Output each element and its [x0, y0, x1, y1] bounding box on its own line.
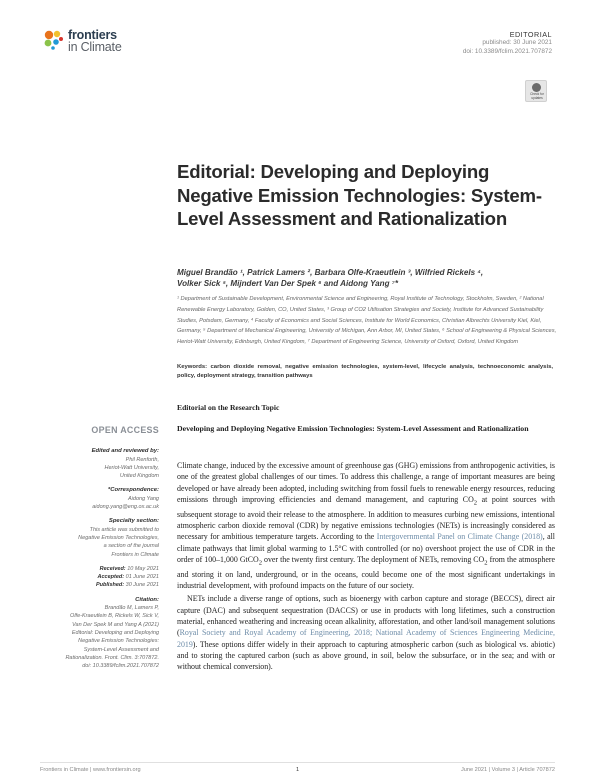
- article-type: EDITORIAL: [509, 30, 552, 39]
- footer-volume-info: June 2021 | Volume 3 | Article 707872: [460, 767, 555, 773]
- citation-doi[interactable]: doi: 10.3389/fclim.2021.707872: [82, 663, 159, 670]
- article-dates: [40, 565, 159, 590]
- journal-logo[interactable]: [40, 24, 180, 64]
- published-date-sidebar: Published: 30 June 2021: [96, 582, 159, 589]
- correspondence-email[interactable]: aidong.yang@eng.ox.ac.uk: [92, 504, 159, 511]
- page-number: 1: [296, 767, 300, 773]
- body-paragraph: NETs include a diverse range of options, such as bioenergy with carbon capture and storage (BECCS), direct air capture (DAC) and subsequent sequestration (DACCS) or use in products with long lifetimes, such a construction material, enhanced weathering and increasing ocean alkalinity, afforestation, and other land/soil management solutions (Royal Society and Royal Academy of Engineering, 2018; National Academy of Sciences Engineering Medicine, 2019). These options differ widely in their approach to capturing atmospheric carbon (such as biological vs. abiotic) and to storing the captured carbon (such as above ground, in soil, below the subsurface, or in the sea; and with or without chemical conversion).: [177, 594, 555, 672]
- authors-line: Miguel Brandão ¹, Patrick Lamers ², Barbara Olfe-Kraeutlein ³, Wilfried Rickels ⁴,: [177, 268, 484, 277]
- updates-label: Check for updates: [530, 92, 544, 100]
- article-doi[interactable]: doi: 10.3389/fclim.2021.707872: [462, 47, 552, 55]
- correspondence-label: *Correspondence:: [107, 487, 159, 494]
- received-date: Received: 10 May 2021: [99, 565, 159, 572]
- footer-journal-link[interactable]: Frontiers in Climate | www.frontiersin.org: [40, 767, 141, 773]
- published-date: published: 30 June 2021: [482, 39, 552, 47]
- accepted-date: Accepted: 01 June 2021: [97, 574, 159, 581]
- affiliations: ¹ Department of Sustainable Development, Environmental Science and Engineering, Royal Institute of Technology, Stockholm, Sweden, ² National Renewable Energy Laboratory, Golden, CO, United States, ³ Group of CO2 Utilisation Strategies and Society, Institute for Advanced Sustainability Studies, Potsdam, Germany, ⁴ Faculty of Economics and Social Sciences, Institute for World Economics, Christian Albrechts University Kiel, Kiel, Germany, ⁵ Department of Mechanical Engineering, University of Michigan, Ann Arbor, MI, United States, ⁶ School of Engineering & Physical Sciences, Heriot-Watt University, Edinburgh, United Kingdom, ⁷ Department of Engineering Science, University of Oxford, Oxford, United Kingdom: [177, 296, 557, 346]
- citation-label: Citation:: [135, 596, 159, 603]
- article-sidebar: OPEN ACCESS Edited and reviewed by: Phil Renforth, Heriot-Watt University, United Kingdom *Correspondence: Aidong Yang aidong.yang@eng.ox.ac.uk Specialty section: This article was submitted to Negative Emission Technologies, a section of the journal Frontiers in Climate Received: 10 May 2021 Accepted: 01 June 2021 Published: 30 June 2021 Citation: Brandão M, Lamers P, Olfe-Kraeutlein B, Rickels W, Sick V, Van Der Spek M and Yang A (2021) Editorial: Developing and Deploying Negative Emission Technologies: System-Level Assessment and Rationalization. Front. Clim. 3:707872. doi: 10.3389/fclim.2021.707872: [40, 426, 159, 670]
- editor-name[interactable]: Phil Renforth,: [125, 456, 159, 463]
- article-body: [177, 460, 555, 675]
- frontiers-logo-icon: [40, 26, 66, 52]
- research-topic-link[interactable]: Developing and Deploying Negative Emission Technologies: System-Level Assessment and Rationalization: [177, 424, 529, 433]
- check-for-updates-badge[interactable]: [525, 80, 547, 102]
- article-title: Editorial: Developing and Deploying Negative Emission Technologies: System-Level Assessment and Rationalization: [177, 161, 542, 229]
- article-meta: [463, 31, 552, 56]
- correspondence-name: Aidong Yang: [128, 495, 159, 502]
- specialty-section-label: Specialty section:: [108, 518, 159, 525]
- citation-link[interactable]: Intergovernmental Panel on Climate Change (2018): [376, 532, 543, 542]
- page-footer: [40, 762, 555, 772]
- research-topic-label: Editorial on the Research Topic: [177, 403, 280, 412]
- edited-by-label: Edited and reviewed by:: [91, 448, 159, 455]
- citation-link[interactable]: Royal Society and Royal Academy of Engineering, 2018; National Academy of Sciences Engineering Medicine, 2019: [177, 628, 555, 649]
- updates-icon: [532, 83, 541, 92]
- keywords-list: carbon dioxide removal, negative emission technologies, system-level, lifecycle analysis, technoeconomic analysis, policy, deployment strategy, transition pathways: [177, 364, 553, 380]
- keywords-label: Keywords:: [177, 364, 208, 370]
- author-list: [177, 267, 557, 290]
- logo-brand-text: frontiers: [68, 28, 117, 42]
- open-access-label: OPEN ACCESS: [91, 425, 159, 435]
- logo-journal-text: in Climate: [68, 40, 122, 54]
- body-paragraph: Climate change, induced by the excessive amount of greenhouse gas (GHG) emissions from anthropogenic activities, is one of the greatest global challenges of our times. To address this challenge, a range of important measures are being developed or have already been adopted, including switching from fossil fuels to renewable energy resources, reducing emissions through improving efficiencies and demand management, and capturing $CO_2$ at point sources with subsequent storage to avoid their release to the atmosphere. In addition to measures curbing new emissions, intentional atmospheric carbon dioxide removal (CDR) by negative emissions technologies (NETs) is increasingly considered as necessary for ambitious temperature targets. According to the Intergovernmental Panel on Climate Change (2018), all climate pathways that limit global warming to 1.5°C with controlled (or no) overshoot project the use of CDR in the order of 100–1,000 GtCO$_2$ over the twenty first century. The deployment of NETs, removing $CO_2$ from the atmosphere and storing it on land, underground, or in the oceans, could become one of the most significant undertakings in industrial development, with profound impacts on the future of our society.: [177, 461, 555, 591]
- authors-line: Volker Sick ⁵, Mijndert Van Der Spek ⁶ and Aidong Yang ⁷*: [177, 279, 399, 289]
- keywords: [177, 363, 553, 382]
